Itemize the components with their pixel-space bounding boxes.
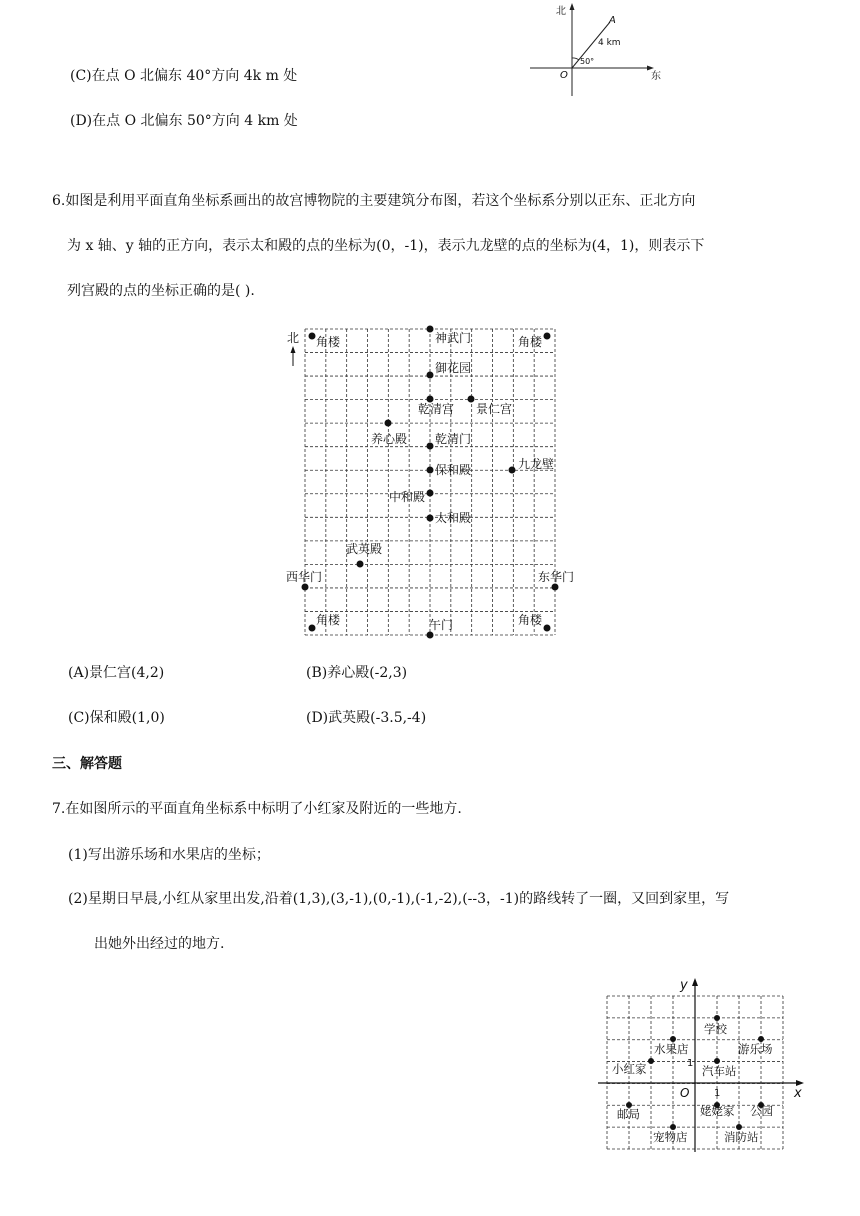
- label-qianqinggong: 乾清宫: [418, 402, 455, 416]
- label-school: 学校: [704, 1022, 727, 1036]
- q7-part1: (1)写出游乐场和水果店的坐标；: [68, 847, 270, 863]
- q5-distance-label: 4 km: [598, 38, 621, 48]
- label-bus-station: 汽车站: [702, 1064, 737, 1078]
- y-tick-one: 1: [687, 1058, 694, 1069]
- label-qianqingmen: 乾清门: [435, 432, 472, 446]
- y-axis-arrow-icon: [692, 978, 698, 986]
- x-axis-label: x: [794, 1086, 802, 1101]
- dot-school: [714, 1015, 720, 1021]
- origin-label: O: [680, 1086, 690, 1100]
- x-tick-one: 1: [714, 1088, 721, 1099]
- label-jingrengong: 景仁宫: [476, 402, 513, 416]
- y-axis-label: y: [680, 978, 688, 993]
- q5-option-d: (D)在点 O 北偏东 50°方向 4 km 处: [70, 113, 298, 129]
- q6-option-a: (A)景仁宫(4,2): [68, 665, 165, 681]
- q6-stem-line1: 6.如图是利用平面直角坐标系画出的故宫博物院的主要建筑分布图，若这个坐标系分别以正东、正北方向: [52, 193, 696, 209]
- dot-home: [648, 1058, 654, 1064]
- label-yuhuayuan: 御花园: [435, 361, 472, 375]
- label-home: 小红家: [612, 1062, 647, 1076]
- q7-stem-line1: 7.在如图所示的平面直角坐标系中标明了小红家及附近的一些地方.: [52, 801, 462, 817]
- q5-option-c: (C)在点 O 北偏东 40°方向 4k m 处: [70, 68, 298, 84]
- label-fruit-shop: 水果店: [654, 1042, 689, 1056]
- label-shenwumen: 神武门: [435, 331, 472, 345]
- q5-north-label: 北: [556, 6, 566, 17]
- q6-stem-line2: 为 x 轴、y 轴的正方向，表示太和殿的点的坐标为(0，-1)，表示九龙壁的点的坐标为(4，1)，则表示下: [67, 238, 705, 254]
- section-title: 三、解答题: [52, 756, 122, 772]
- label-yangxindian: 养心殿: [371, 432, 408, 446]
- label-jiaolou-nw: 角楼: [316, 335, 341, 349]
- label-jiaolou-ne: 角楼: [518, 335, 543, 349]
- label-fire-station: 消防站: [724, 1130, 759, 1144]
- q7-part2-line2: 出她外出经过的地方.: [94, 936, 225, 952]
- map-north-label: 北: [287, 331, 300, 345]
- q5-origin-label: O: [560, 70, 568, 81]
- q5-angle-label: 50°: [580, 57, 595, 66]
- label-wuyingdian: 武英殿: [346, 542, 383, 556]
- label-pet-shop: 宠物店: [653, 1130, 688, 1144]
- label-donghuamen: 东华门: [538, 570, 575, 584]
- label-park: 公园: [750, 1104, 773, 1118]
- label-jiulongbi: 九龙壁: [518, 457, 555, 471]
- q6-option-b: (B)养心殿(-2,3): [306, 665, 408, 681]
- label-xihuamen: 西华门: [286, 570, 323, 584]
- label-wumen: 午门: [429, 618, 454, 632]
- label-amusement-park: 游乐场: [738, 1042, 773, 1056]
- q5-point-a-label: A: [609, 15, 616, 26]
- label-jiaolou-sw: 角楼: [316, 613, 341, 627]
- label-baohedian: 保和殿: [435, 463, 472, 477]
- label-post-office: 邮局: [617, 1107, 640, 1121]
- q6-stem-line3: 列宫殿的点的坐标正确的是( ).: [67, 283, 255, 299]
- q5-east-label: 东: [651, 71, 661, 82]
- label-zhonghedian: 中和殿: [389, 490, 426, 504]
- label-taihedian: 太和殿: [435, 511, 472, 525]
- label-grandma-home: 姥姥家: [700, 1104, 735, 1118]
- q6-option-c: (C)保和殿(1,0): [68, 710, 165, 726]
- q7-part2-line1: (2)星期日早晨,小红从家里出发,沿着(1,3),(3,-1),(0,-1),(-1,-2),(--3，-1)的路线转了一圈，又回到家里，写: [68, 891, 730, 907]
- q6-option-d: (D)武英殿(-3.5,-4): [306, 710, 427, 726]
- label-jiaolou-se: 角楼: [518, 613, 543, 627]
